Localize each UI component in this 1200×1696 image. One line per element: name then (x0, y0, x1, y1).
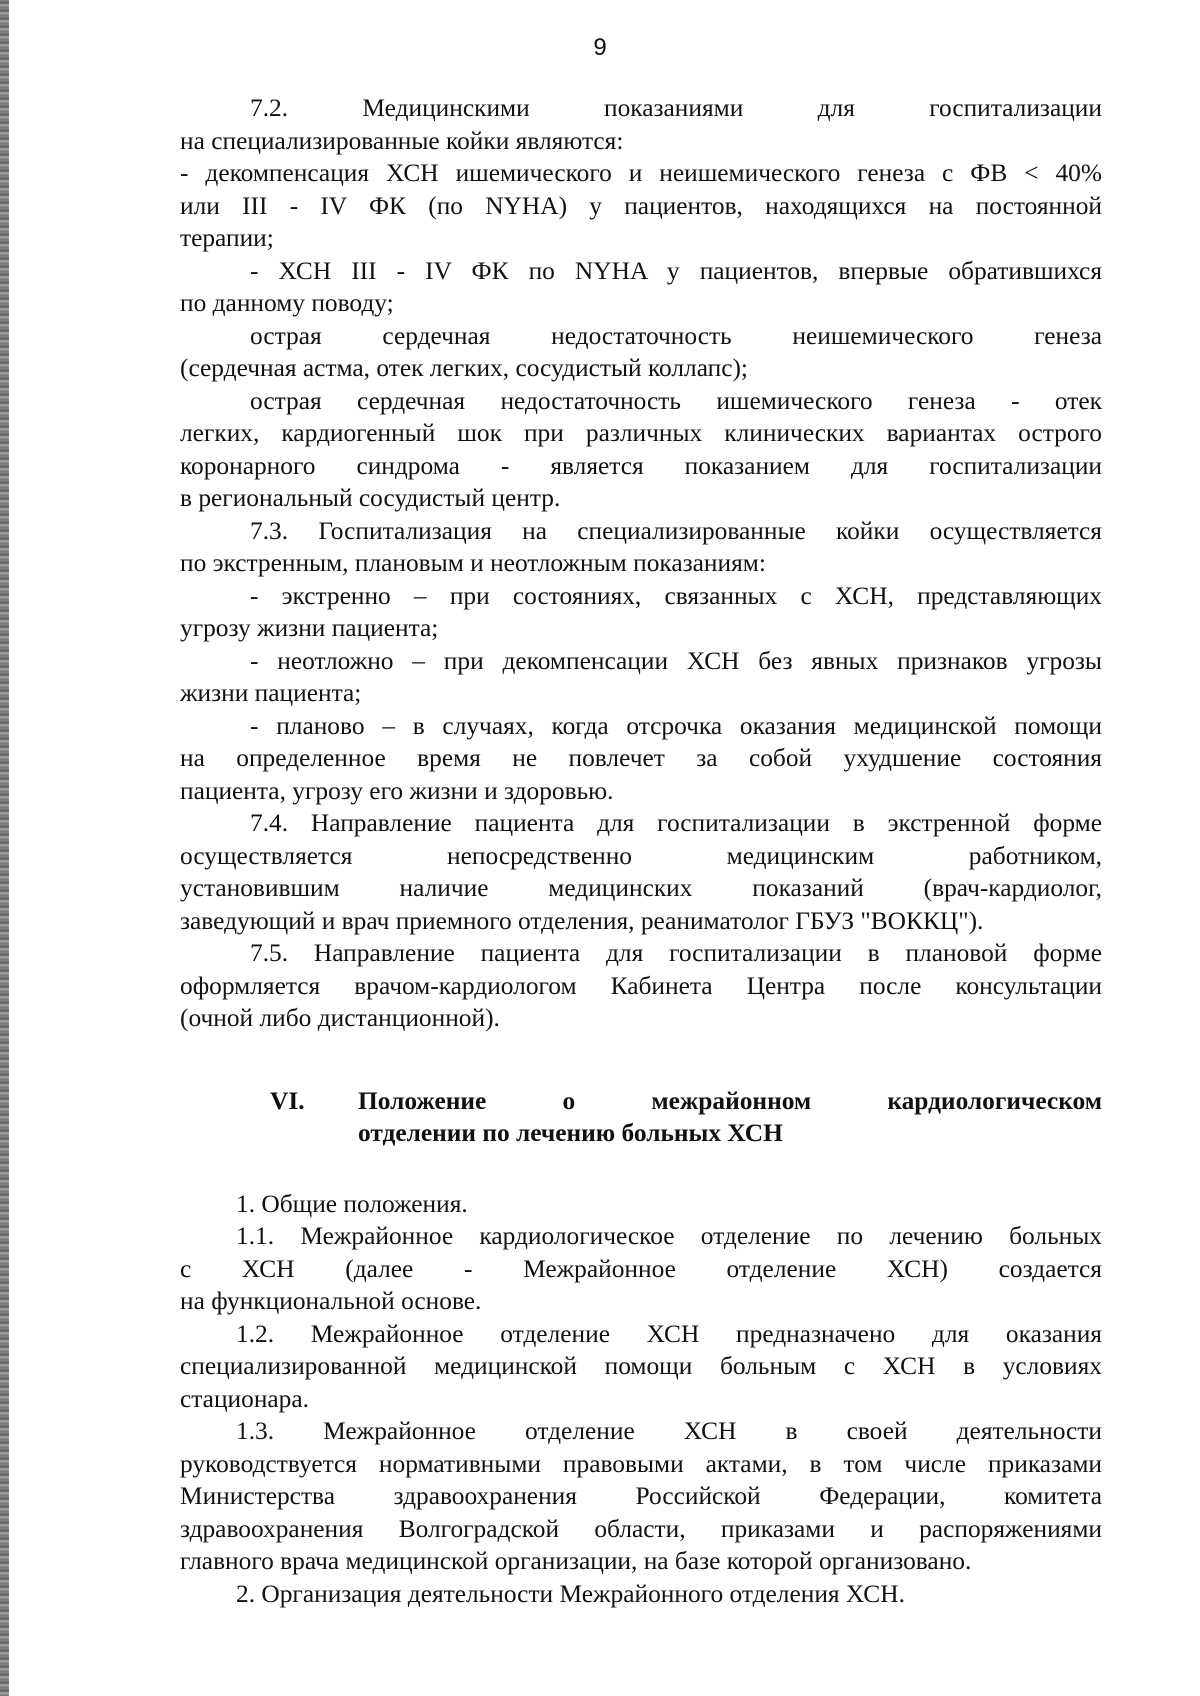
text-line: оформляется врачом-кардиологом Кабинета Центра после консультации (180, 971, 1102, 1000)
text-line: легких, кардиогенный шок при различных клинических вариантах острого (180, 419, 1102, 447)
text-line: - экстренно – при состояниях, связанных с ХСН, представляющих (250, 581, 1102, 610)
text-line: жизни пациента; (180, 679, 362, 707)
text-line: на функциональной основе. (180, 1287, 482, 1315)
text-line: - неотложно – при декомпенсации ХСН без явных признаков угрозы (250, 646, 1102, 675)
text-line: здравоохранения Волгоградской области, приказами и распоряжениями (180, 1514, 1102, 1543)
text-line: осуществляется непосредственно медицинским работником, (180, 841, 1102, 870)
text-line: заведующий и врач приемного отделения, реаниматолог ГБУЗ "ВОККЦ"). (180, 906, 984, 935)
text-line: стационара. (180, 1384, 309, 1413)
paragraph-1-2: 1.2. Межрайонное отделение ХСН предназначено для оказания (236, 1319, 1102, 1348)
text-line: пациента, угрозу его жизни и здоровью. (180, 776, 614, 805)
text-line: коронарного синдрома - является показанием для госпитализации (180, 451, 1102, 480)
text-line: руководствуется нормативными правовыми актами, в том числе приказами (180, 1449, 1102, 1478)
text-line: (сердечная астма, отек легких, сосудистый коллапс); (180, 354, 748, 382)
page-number: 9 (593, 34, 607, 61)
text-line: на определенное время не повлечет за собой ухудшение состояния (180, 744, 1102, 772)
document-body (180, 92, 1102, 1610)
text-line: с ХСН (далее - Межрайонное отделение ХСН) создается (180, 1254, 1102, 1283)
text-line: Министерства здравоохранения Российской Федерации, комитета (180, 1482, 1102, 1510)
section-heading (270, 1085, 1102, 1150)
text-line: - планово – в случаях, когда отсрочка оказания медицинской помощи (250, 711, 1102, 740)
spacer (180, 1035, 1102, 1085)
paragraph-1-1: 1.1. Межрайонное кардиологическое отделение по лечению больных (236, 1222, 1102, 1250)
text-line: терапии; (180, 224, 274, 252)
text-line: острая сердечная недостаточность ишемического генеза - отек (250, 386, 1102, 415)
text-line: по экстренным, плановым и неотложным показаниям: (180, 549, 766, 577)
subsection-heading: 2. Организация деятельности Межрайонного отделения ХСН. (236, 1579, 905, 1608)
text-line: главного врача медицинской организации, на базе которой организовано. (180, 1547, 972, 1575)
text-line: в региональный сосудистый центр. (180, 484, 561, 512)
text-line: - ХСН III - IV ФК по NYHA у пациентов, впервые обратившихся (250, 256, 1102, 285)
paragraph-7-5: 7.5. Направление пациента для госпитализации в плановой форме (250, 939, 1102, 967)
text-line: установившим наличие медицинских показаний (врач-кардиолог, (180, 874, 1102, 902)
text-line: по данному поводу; (180, 289, 394, 317)
heading-line: Положение о межрайонном кардиологическом (358, 1086, 1102, 1115)
subsection-heading: 1. Общие положения. (236, 1189, 468, 1218)
text-line: угрозу жизни пациента; (180, 614, 439, 642)
section-number: VI. (270, 1086, 305, 1115)
text-line: на специализированные койки являются: (180, 126, 624, 155)
heading-line: отделении по лечению больных ХСН (358, 1119, 783, 1147)
paragraph-7-4: 7.4. Направление пациента для госпитализации в экстренной форме (250, 809, 1102, 837)
paragraph-7-2: 7.2. Медицинскими показаниями для госпитализации (250, 94, 1102, 122)
scan-edge (0, 0, 9, 1696)
text-line: специализированной медицинской помощи больным с ХСН в условиях (180, 1352, 1102, 1380)
paragraph-1-3: 1.3. Межрайонное отделение ХСН в своей деятельности (236, 1417, 1102, 1445)
text-line: - декомпенсация ХСН ишемического и неишемического генеза с ФВ < 40% (180, 159, 1102, 187)
paragraph-7-3: 7.3. Госпитализация на специализированные койки осуществляется (250, 516, 1102, 545)
spacer (180, 1150, 1102, 1188)
text-line: острая сердечная недостаточность неишемического генеза (250, 321, 1102, 350)
text-line: или III - IV ФК (по NYHA) у пациентов, находящихся на постоянной (180, 191, 1102, 220)
text-line: (очной либо дистанционной). (180, 1004, 500, 1032)
